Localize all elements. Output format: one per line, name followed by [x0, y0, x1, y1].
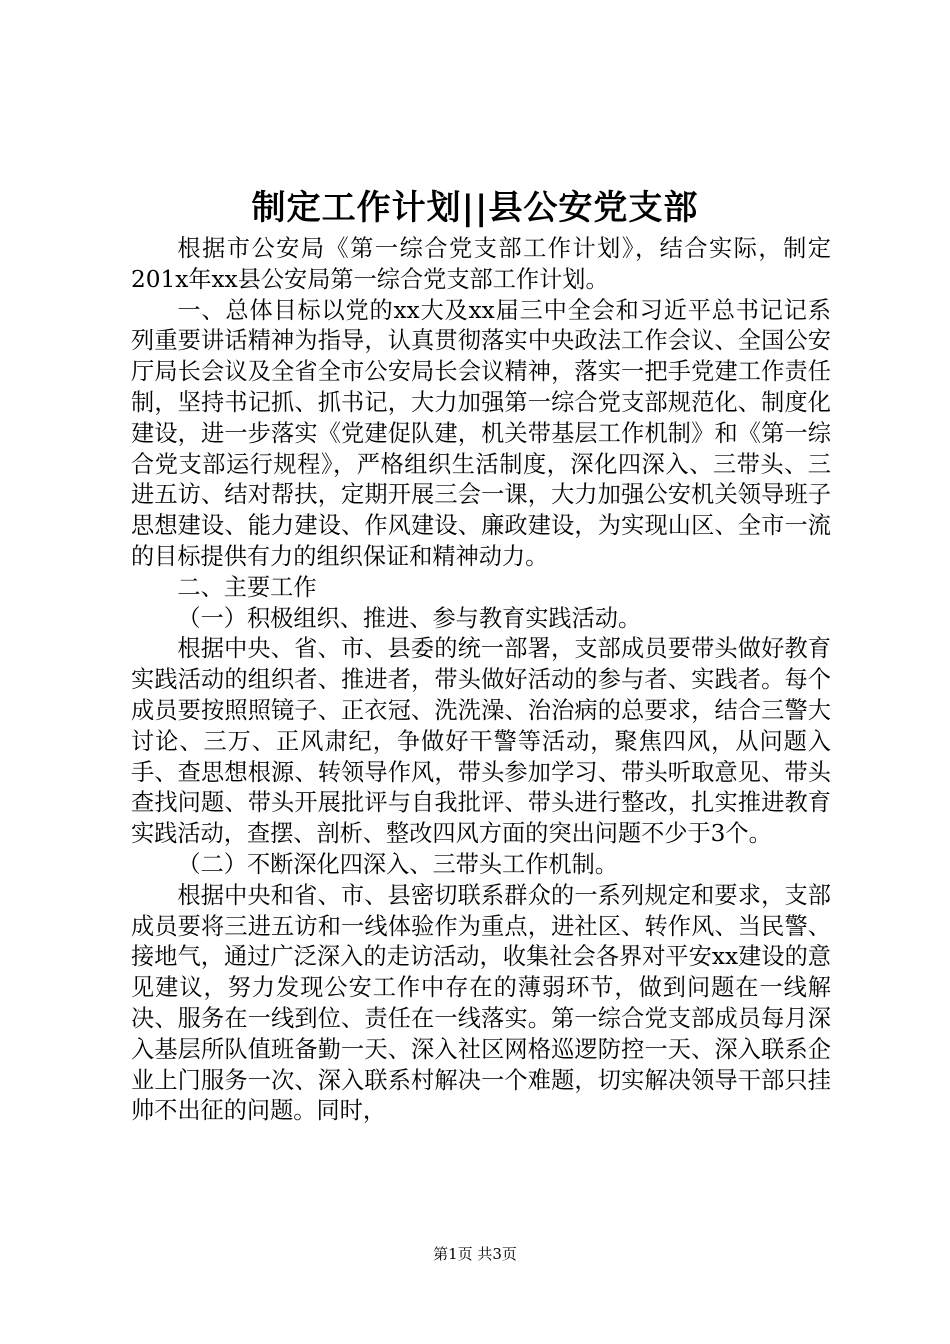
- document-body: [131, 234, 831, 1127]
- paragraph-mechanism: 根据中央和省、市、县密切联系群众的一系列规定和要求，支部成员要将三进五访和一线体验作为重点，进社区、转作风、当民警、接地气，通过广泛深入的走访活动，收集社会各界对平安xx建设的意见建议，努力发现公安工作中存在的薄弱环节，做到问题在一线解决、服务在一线到位、责任在一线落实。第一综合党支部成员每月深入基层所队值班备勤一天、深入社区网格巡逻防控一天、深入联系企业上门服务一次、深入联系村解决一个难题，切实解决领导干部只挂帅不出征的问题。同时，: [131, 881, 831, 1125]
- section-heading-main-work: 二、主要工作: [177, 573, 317, 601]
- paragraph-overall-goal: 一、总体目标以党的xx大及xx届三中全会和习近平总书记记系列重要讲话精神为指导，认真贯彻落实中央政法工作会议、全国公安厅局长会议及全省全市公安局长会议精神，落实一把手党建工作责任制，坚持书记抓、抓书记，大力加强第一综合党支部规范化、制度化建设，进一步落实《党建促队建，机关带基层工作机制》和《第一综合党支部运行规程》，严格组织生活制度，深化四深入、三带头、三进五访、结对帮扶，定期开展三会一课，大力加强公安机关领导班子思想建设、能力建设、作风建设、廉政建设，为实现山区、全市一流的目标提供有力的组织保证和精神动力。: [131, 296, 831, 570]
- subsection-heading-2: （二）不断深化四深入、三带头工作机制。: [177, 850, 618, 878]
- paragraph-intro: 根据市公安局《第一综合党支部工作计划》，结合实际，制定201x年xx县公安局第一综合党支部工作计划。: [131, 235, 831, 293]
- document-title: 制定工作计划||县公安党支部: [251, 188, 699, 228]
- paragraph-education-practice: 根据中央、省、市、县委的统一部署，支部成员要带头做好教育实践活动的组织者、推进者，带头做好活动的参与者、实践者。每个成员要按照照镜子、正衣冠、洗洗澡、治治病的总要求，结合三警大讨论、三万、正风肃纪，争做好干警等活动，聚焦四风，从问题入手、查思想根源、转领导作风，带头参加学习、带头听取意见、带头查找问题、带头开展批评与自我批评、带头进行整改，扎实推进教育实践活动，查摆、剖析、整改四风方面的突出问题不少于3个。: [131, 635, 831, 848]
- subsection-heading-1: （一）积极组织、推进、参与教育实践活动。: [177, 604, 642, 632]
- page-number: 第1页 共3页: [433, 1245, 517, 1263]
